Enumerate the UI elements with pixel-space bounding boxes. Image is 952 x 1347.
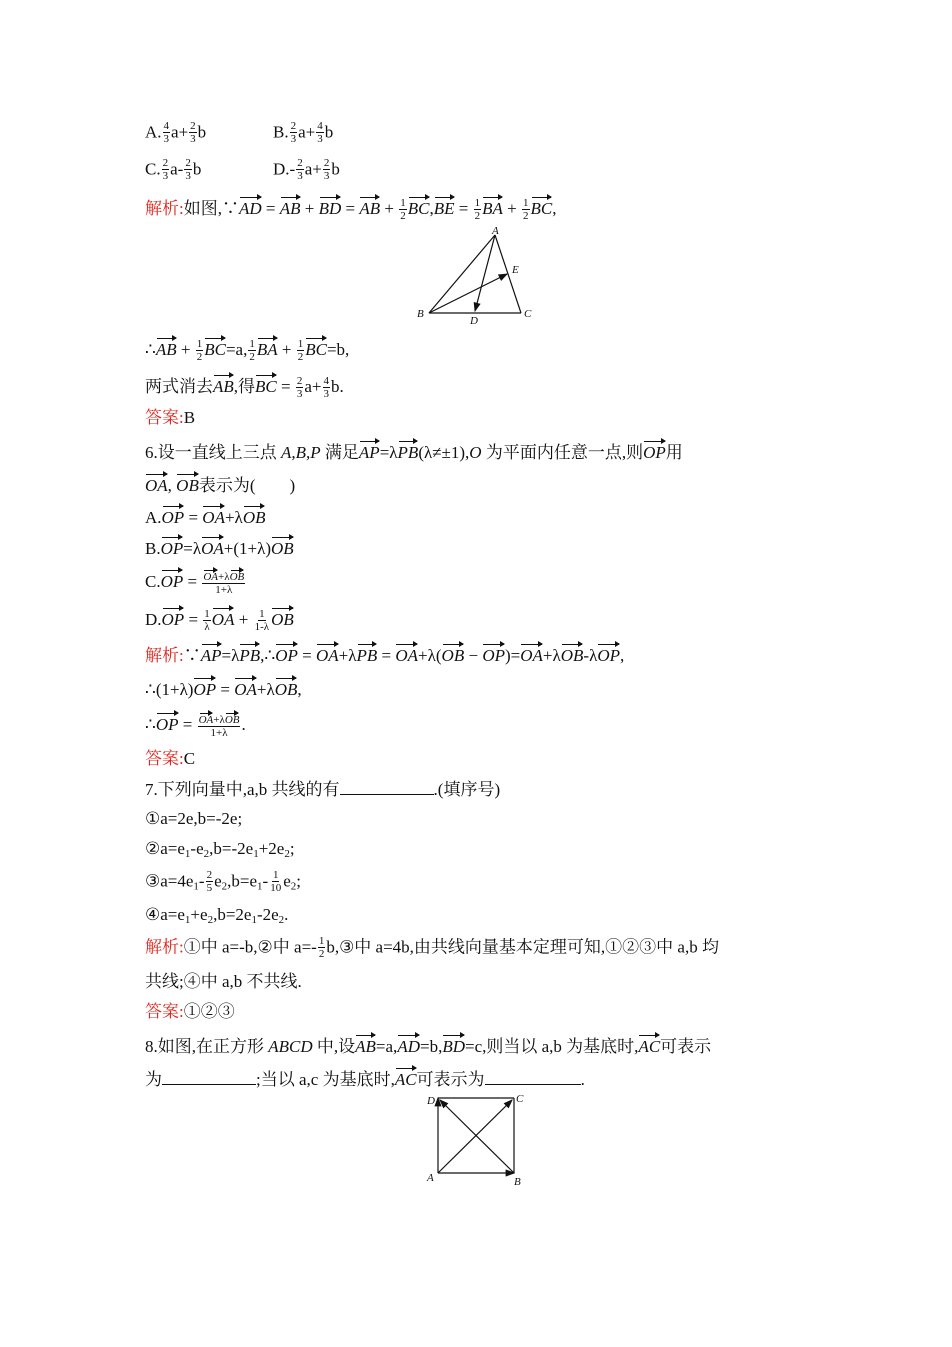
square-figure — [424, 1088, 534, 1188]
text-span: 可表示为 — [416, 1070, 485, 1089]
subscript: 1 — [184, 914, 191, 926]
text-span: D. — [145, 610, 162, 629]
text-span: 共线;④中 a,b 不共线. — [145, 972, 302, 991]
vector-symbol: AD — [397, 1033, 420, 1058]
answer-blank-1 — [162, 1068, 256, 1085]
vector-symbol: PB — [357, 642, 378, 667]
vector-symbol: BA — [257, 336, 278, 361]
vector-symbol: OB — [442, 642, 465, 667]
subscript: 1 — [253, 848, 259, 860]
answer-value: B — [183, 408, 196, 427]
answer-value: ①②③ — [183, 1002, 235, 1021]
text-span: 3 — [317, 133, 323, 145]
q7-item-3 — [145, 870, 301, 895]
text-span: 8.如图,在正方形 — [145, 1037, 269, 1056]
text-span: ,得 — [233, 377, 256, 396]
text-span: 4 — [317, 120, 323, 132]
vector-symbol: OA — [212, 606, 235, 631]
text-span: + — [305, 122, 316, 142]
q7-answer-line — [145, 1001, 235, 1023]
q5-option-d — [273, 158, 340, 183]
vector-symbol: BC — [204, 336, 226, 361]
vector-symbol: OB — [271, 535, 294, 560]
q7-item-1 — [145, 808, 242, 830]
text-span: 表示为( ) — [198, 476, 296, 495]
text-span: 2 — [185, 157, 191, 169]
text-span: 3 — [162, 170, 169, 182]
label-c: C — [524, 308, 532, 320]
text-span: b,③中 a=4b,由共线向量基本定理可知,①②③中 a,b 均 — [326, 937, 719, 957]
label-a: A — [492, 225, 499, 237]
vector-symbol: OP — [597, 642, 620, 667]
vector-symbol: AP — [201, 642, 222, 667]
text-span: 中,设 — [312, 1037, 356, 1056]
text-span: a — [298, 122, 306, 142]
text-span: 1 — [272, 869, 279, 881]
vector-symbol: OB — [225, 711, 240, 726]
text-span: ①中 a=-b,②中 a=- — [183, 937, 317, 957]
q5-derive-line-1: ∴AB + $\frac{1}{2}$ BC=a, $\frac{1}{2}$ BA + $\frac{1}{2}$ BC=b, — [145, 337, 350, 363]
vector-symbol: PB — [398, 439, 419, 464]
vector-symbol: OA — [202, 504, 225, 529]
vector-symbol: BC — [305, 336, 327, 361]
vector-symbol: OB — [230, 568, 245, 583]
text-span: 2 — [297, 157, 303, 169]
vector-symbol: AP — [359, 439, 380, 464]
vector-symbol: AD — [239, 195, 262, 220]
text-span: - — [177, 159, 184, 179]
vector-symbol: OA — [201, 535, 224, 560]
text-span: a — [304, 377, 312, 396]
text-span: =c,则当以 a,b 为基底时, — [465, 1037, 639, 1056]
text-span: ;当以 a,c 为基底时, — [256, 1070, 395, 1089]
text-span: a — [171, 122, 179, 142]
q7-item-4 — [145, 904, 288, 926]
label-b: B — [514, 1176, 521, 1188]
text-span: 3 — [190, 133, 196, 145]
text-span: ④a=e — [145, 905, 185, 924]
vector-be — [429, 274, 507, 313]
text-span: =b, — [419, 1037, 443, 1056]
q6-analysis-line-1: 解析:∵AP=λPB,∴OP = OA+λPB = OA+λ(OB − OP)=OA+λOB-λOP, — [145, 642, 624, 667]
vector-symbol: OP — [156, 711, 179, 736]
subscript: 2 — [278, 914, 285, 926]
text-span: C. — [145, 572, 161, 591]
text-span: ; — [296, 871, 301, 891]
text-span: ,b=-2e — [209, 839, 254, 858]
text-span: 6.设一直线上三点 — [145, 443, 281, 462]
text-span: b. — [331, 377, 344, 396]
text-span: =b, — [326, 340, 350, 359]
text-span: -e — [190, 839, 204, 858]
text-span: O — [469, 443, 482, 462]
text-span: + — [178, 122, 189, 142]
subscript: 2 — [284, 848, 290, 860]
label-d: D — [470, 315, 478, 327]
text-span: - — [262, 871, 269, 891]
label-b: B — [417, 308, 424, 320]
subscript: 2 — [203, 848, 210, 860]
text-span: ABCD — [268, 1037, 313, 1056]
label-d: D — [427, 1095, 435, 1107]
text-span: C. — [145, 159, 161, 179]
q7-item-2 — [145, 838, 295, 860]
subscript: 2 — [290, 880, 297, 893]
vector-symbol: AB — [280, 195, 301, 220]
text-span: 7.下列向量中,a,b 共线的有 — [145, 780, 340, 799]
text-span: A. — [145, 122, 162, 142]
vector-symbol: AC — [395, 1066, 417, 1091]
text-span: 4 — [163, 120, 170, 132]
q5-derive-line-2: 两式消去AB,得BC = $\frac{2}{3}$ a+ $\frac{4}{3}$ b. — [145, 374, 344, 400]
vector-symbol: BC — [531, 195, 553, 220]
label-c: C — [516, 1093, 524, 1105]
q6-answer-line — [145, 748, 195, 770]
q6-analysis-line-3: ∴OP = $\frac{\text{OA+λOB}}{1+\lambda}$ . — [145, 711, 246, 740]
text-span: . — [580, 1070, 585, 1089]
vector-symbol: OP — [162, 606, 185, 631]
text-span: 5 — [206, 882, 213, 894]
text-span: + — [311, 377, 322, 396]
label-e: E — [512, 264, 519, 276]
subscript: 1 — [251, 914, 257, 926]
text-span: -2e — [256, 905, 279, 924]
text-span: 3 — [323, 170, 330, 182]
text-span: 两式消去 — [145, 377, 213, 396]
text-span: 2 — [206, 869, 213, 881]
text-span: 10 — [270, 882, 282, 894]
q7-analysis-line-1 — [145, 936, 719, 961]
vector-symbol: OP — [275, 642, 298, 667]
text-span: - — [198, 871, 205, 891]
q6-option-b: B.OP=λOA+(1+λ)OB — [145, 535, 294, 560]
subscript: 1 — [193, 880, 199, 893]
text-span: . — [284, 905, 289, 924]
text-span: 3 — [163, 133, 170, 145]
vector-symbol: OB — [176, 472, 199, 497]
text-span: 满足 — [320, 443, 359, 462]
answer-label: 答案: — [145, 749, 184, 768]
q6-option-a: A.OP = OA+λOB — [145, 504, 265, 529]
triangle-figure — [415, 224, 540, 328]
vector-symbol: OP — [643, 439, 666, 464]
vector-symbol: AB — [359, 195, 380, 220]
text-span: 3 — [185, 170, 191, 182]
analysis-label: 解析: — [145, 937, 184, 957]
text-span: b — [192, 159, 202, 179]
text-span: b — [331, 159, 340, 179]
text-span: 2 — [190, 120, 196, 132]
text-span: e — [283, 871, 291, 891]
subscript: 1 — [257, 880, 263, 893]
text-span: 如图,∵ — [183, 199, 239, 218]
subscript: 2 — [207, 914, 214, 926]
text-span: - — [289, 159, 296, 179]
text-span: (λ≠±1), — [418, 443, 470, 462]
answer-label: 答案: — [145, 1002, 184, 1021]
q6-stem-line-2: OA, OB表示为( ) — [145, 472, 295, 497]
q5-option-b — [273, 121, 333, 146]
text-span: e — [214, 871, 222, 891]
text-span: =a, — [225, 340, 248, 359]
text-span: ,b=e — [227, 871, 258, 891]
text-span: 1 — [318, 935, 325, 947]
vector-symbol: AB — [156, 336, 177, 361]
analysis-label: 解析: — [145, 646, 184, 665]
text-span: a — [170, 159, 178, 179]
text-span: A,B,P — [281, 443, 321, 462]
answer-blank-2 — [485, 1068, 581, 1085]
answer-blank — [340, 778, 434, 795]
q5-analysis-line: 解析:如图,∵AD = AB + BD = AB + $\frac{1}{2}$ BC,BE = $\frac{1}{2}$ BA + $\frac{1}{2}$ BC, — [145, 196, 557, 222]
text-span: ③a=4e — [145, 871, 194, 891]
text-span: B. — [145, 539, 161, 558]
q7-stem — [145, 778, 500, 801]
text-span: +2e — [258, 839, 285, 858]
text-span: 2 — [323, 157, 330, 169]
text-span: 为 — [145, 1070, 162, 1089]
subscript: 1 — [184, 848, 191, 860]
q6-option-c: C.OP = $\frac{\text{OA+λOB}}{1+\lambda}$ — [145, 568, 246, 597]
vector-symbol: OA — [199, 711, 214, 726]
q7-analysis-line-2 — [145, 971, 302, 993]
vector-symbol: BA — [482, 195, 503, 220]
analysis-label: 解析: — [145, 199, 184, 218]
vector-symbol: OA — [145, 472, 168, 497]
vector-symbol: OB — [243, 504, 266, 529]
text-span: a — [304, 159, 313, 179]
vector-symbol: AB — [355, 1033, 376, 1058]
vector-symbol: OA — [520, 642, 543, 667]
vector-symbol: BD — [442, 1033, 465, 1058]
q6-analysis-line-2: ∴(1+λ)OP = OA+λOB, — [145, 676, 302, 701]
text-span: 2 — [162, 157, 169, 169]
text-span: b — [197, 122, 207, 142]
text-span: 3 — [297, 170, 303, 182]
vector-symbol: BE — [434, 195, 455, 220]
text-span: 用 — [665, 443, 683, 462]
q6-stem-line-1: 6.设一直线上三点 A,B,P 满足AP=λPB(λ≠±1),O 为平面内任意一点,则OP用 — [145, 439, 683, 464]
q5-options-row-2 — [145, 157, 340, 183]
q8-stem-line-1 — [145, 1033, 711, 1058]
vector-ac — [438, 1100, 512, 1173]
vector-symbol: BD — [319, 195, 342, 220]
text-span: ,b=2e — [213, 905, 252, 924]
text-span: 可表示 — [660, 1037, 712, 1056]
vector-symbol: AC — [638, 1033, 660, 1058]
vector-symbol: OP — [162, 504, 185, 529]
vector-symbol: OB — [275, 676, 298, 701]
answer-label: 答案: — [145, 408, 184, 427]
text-span: .(填序号) — [433, 780, 501, 799]
text-span: b — [324, 122, 334, 142]
text-span: =a, — [375, 1037, 398, 1056]
vector-symbol: BC — [408, 195, 430, 220]
q5-answer-line — [145, 407, 195, 429]
text-span: A. — [145, 508, 162, 527]
vector-symbol: OB — [271, 606, 294, 631]
answer-value: C — [183, 749, 196, 768]
vector-symbol: OP — [482, 642, 505, 667]
vector-symbol: PB — [239, 642, 260, 667]
vector-symbol: OA — [234, 676, 257, 701]
vector-symbol: OA — [316, 642, 339, 667]
label-a: A — [427, 1172, 434, 1184]
text-span: D. — [273, 159, 290, 179]
text-span: 2 — [290, 120, 297, 132]
vector-symbol: OA — [203, 568, 218, 583]
text-span: 2 — [318, 948, 325, 960]
text-span: ∴ — [145, 340, 156, 359]
text-span: ①a=2e,b=-2e; — [145, 809, 243, 828]
text-span: +e — [190, 905, 208, 924]
text-span: ; — [289, 839, 295, 858]
text-span: + — [312, 159, 322, 179]
q5-options-row-1 — [145, 120, 334, 146]
text-span: 为平面内任意一点,则 — [481, 443, 644, 462]
vector-bd — [440, 1100, 514, 1173]
subscript: 2 — [221, 880, 228, 893]
text-span: B. — [273, 122, 289, 142]
vector-symbol: OA — [395, 642, 418, 667]
vector-symbol: OP — [193, 676, 216, 701]
vector-symbol: OP — [161, 535, 184, 560]
vector-symbol: OP — [161, 568, 184, 593]
vector-symbol: AB — [213, 373, 234, 398]
vector-symbol: OB — [561, 642, 584, 667]
text-span: ②a=e — [145, 839, 185, 858]
text-span: 3 — [290, 133, 297, 145]
q6-option-d: D.OP = $\frac{1}{\lambda}$ OA + $\frac{1}{1-\lambda}$ OB — [145, 607, 294, 633]
vector-symbol: BC — [255, 373, 277, 398]
